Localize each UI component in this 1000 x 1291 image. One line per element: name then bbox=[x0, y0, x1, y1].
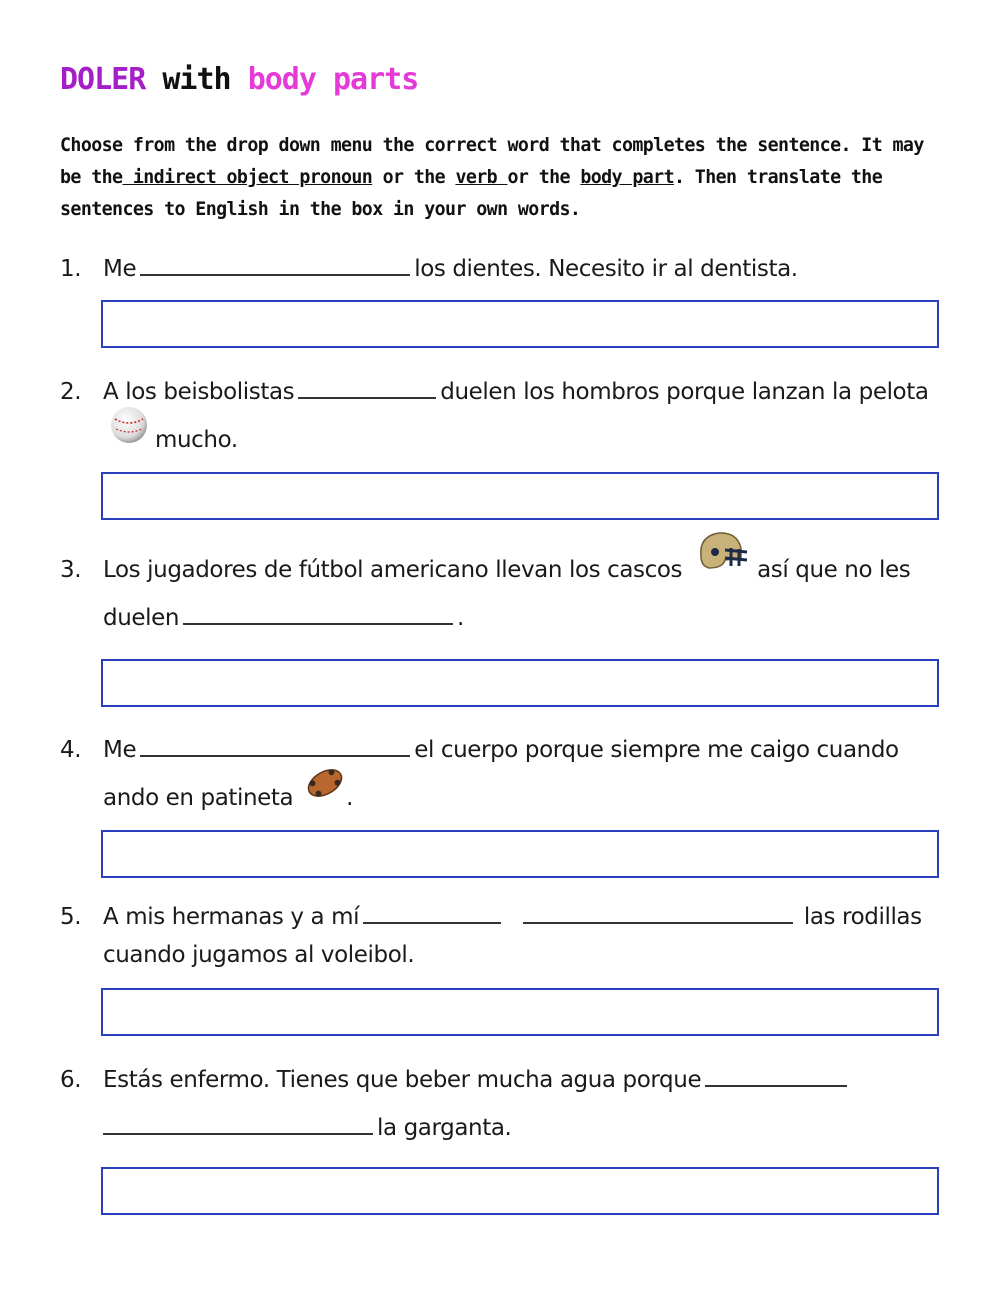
question-5: 5. A mis hermanas y a mí las rodillas cuando jugamos al voleibol. bbox=[60, 898, 940, 974]
question-number: 1. bbox=[60, 256, 82, 282]
blank-dropdown[interactable] bbox=[183, 622, 453, 625]
answer-box-1[interactable] bbox=[101, 300, 939, 348]
baseball-icon bbox=[109, 405, 149, 462]
blank-dropdown-pronoun[interactable] bbox=[705, 1084, 847, 1087]
question-number: 2. bbox=[60, 379, 82, 405]
blank-dropdown-verb[interactable] bbox=[103, 1132, 373, 1135]
page-title bbox=[60, 62, 418, 97]
question-2: 2. A los beisbolistas duelen los hombros porque lanzan la pelota mucho. bbox=[60, 368, 940, 464]
link-indirect-object-pronoun: indirect object pronoun bbox=[122, 167, 373, 188]
title-body-parts: body parts bbox=[247, 62, 419, 97]
question-number: 4. bbox=[60, 737, 82, 763]
blank-dropdown[interactable] bbox=[140, 273, 410, 276]
title-doler: DOLER bbox=[60, 62, 146, 97]
answer-box-6[interactable] bbox=[101, 1167, 939, 1215]
answer-box-4[interactable] bbox=[101, 830, 939, 878]
blank-dropdown-verb[interactable] bbox=[523, 921, 793, 924]
question-number: 6. bbox=[60, 1067, 82, 1093]
answer-box-2[interactable] bbox=[101, 472, 939, 520]
link-verb: verb bbox=[455, 167, 508, 188]
skateboard-icon bbox=[304, 763, 346, 820]
instructions: Choose from the drop down menu the correct word that completes the sentence. It may be the indirect object pronoun or the verb or the body part. Then translate the sentences to English in the box in your own words. bbox=[60, 135, 924, 220]
blank-dropdown-pronoun[interactable] bbox=[363, 921, 501, 924]
question-3: 3. Los jugadores de fútbol americano llevan los cascos así que no les duelen . bbox=[60, 546, 940, 642]
question-4: 4. Me el cuerpo porque siempre me caigo cuando ando en patineta . bbox=[60, 726, 940, 822]
blank-dropdown[interactable] bbox=[140, 754, 410, 757]
answer-box-5[interactable] bbox=[101, 988, 939, 1036]
link-body-part: body part bbox=[580, 167, 674, 188]
title-with: with bbox=[162, 62, 231, 97]
question-number: 5. bbox=[60, 904, 82, 930]
question-1: 1. Me los dientes. Necesito ir al dentista. bbox=[60, 245, 940, 293]
answer-box-3[interactable] bbox=[101, 659, 939, 707]
question-number: 3. bbox=[60, 557, 82, 583]
football-helmet-icon bbox=[695, 528, 751, 591]
blank-dropdown[interactable] bbox=[298, 396, 436, 399]
question-6: 6. Estás enfermo. Tienes que beber mucha agua porque la garganta. bbox=[60, 1056, 940, 1152]
